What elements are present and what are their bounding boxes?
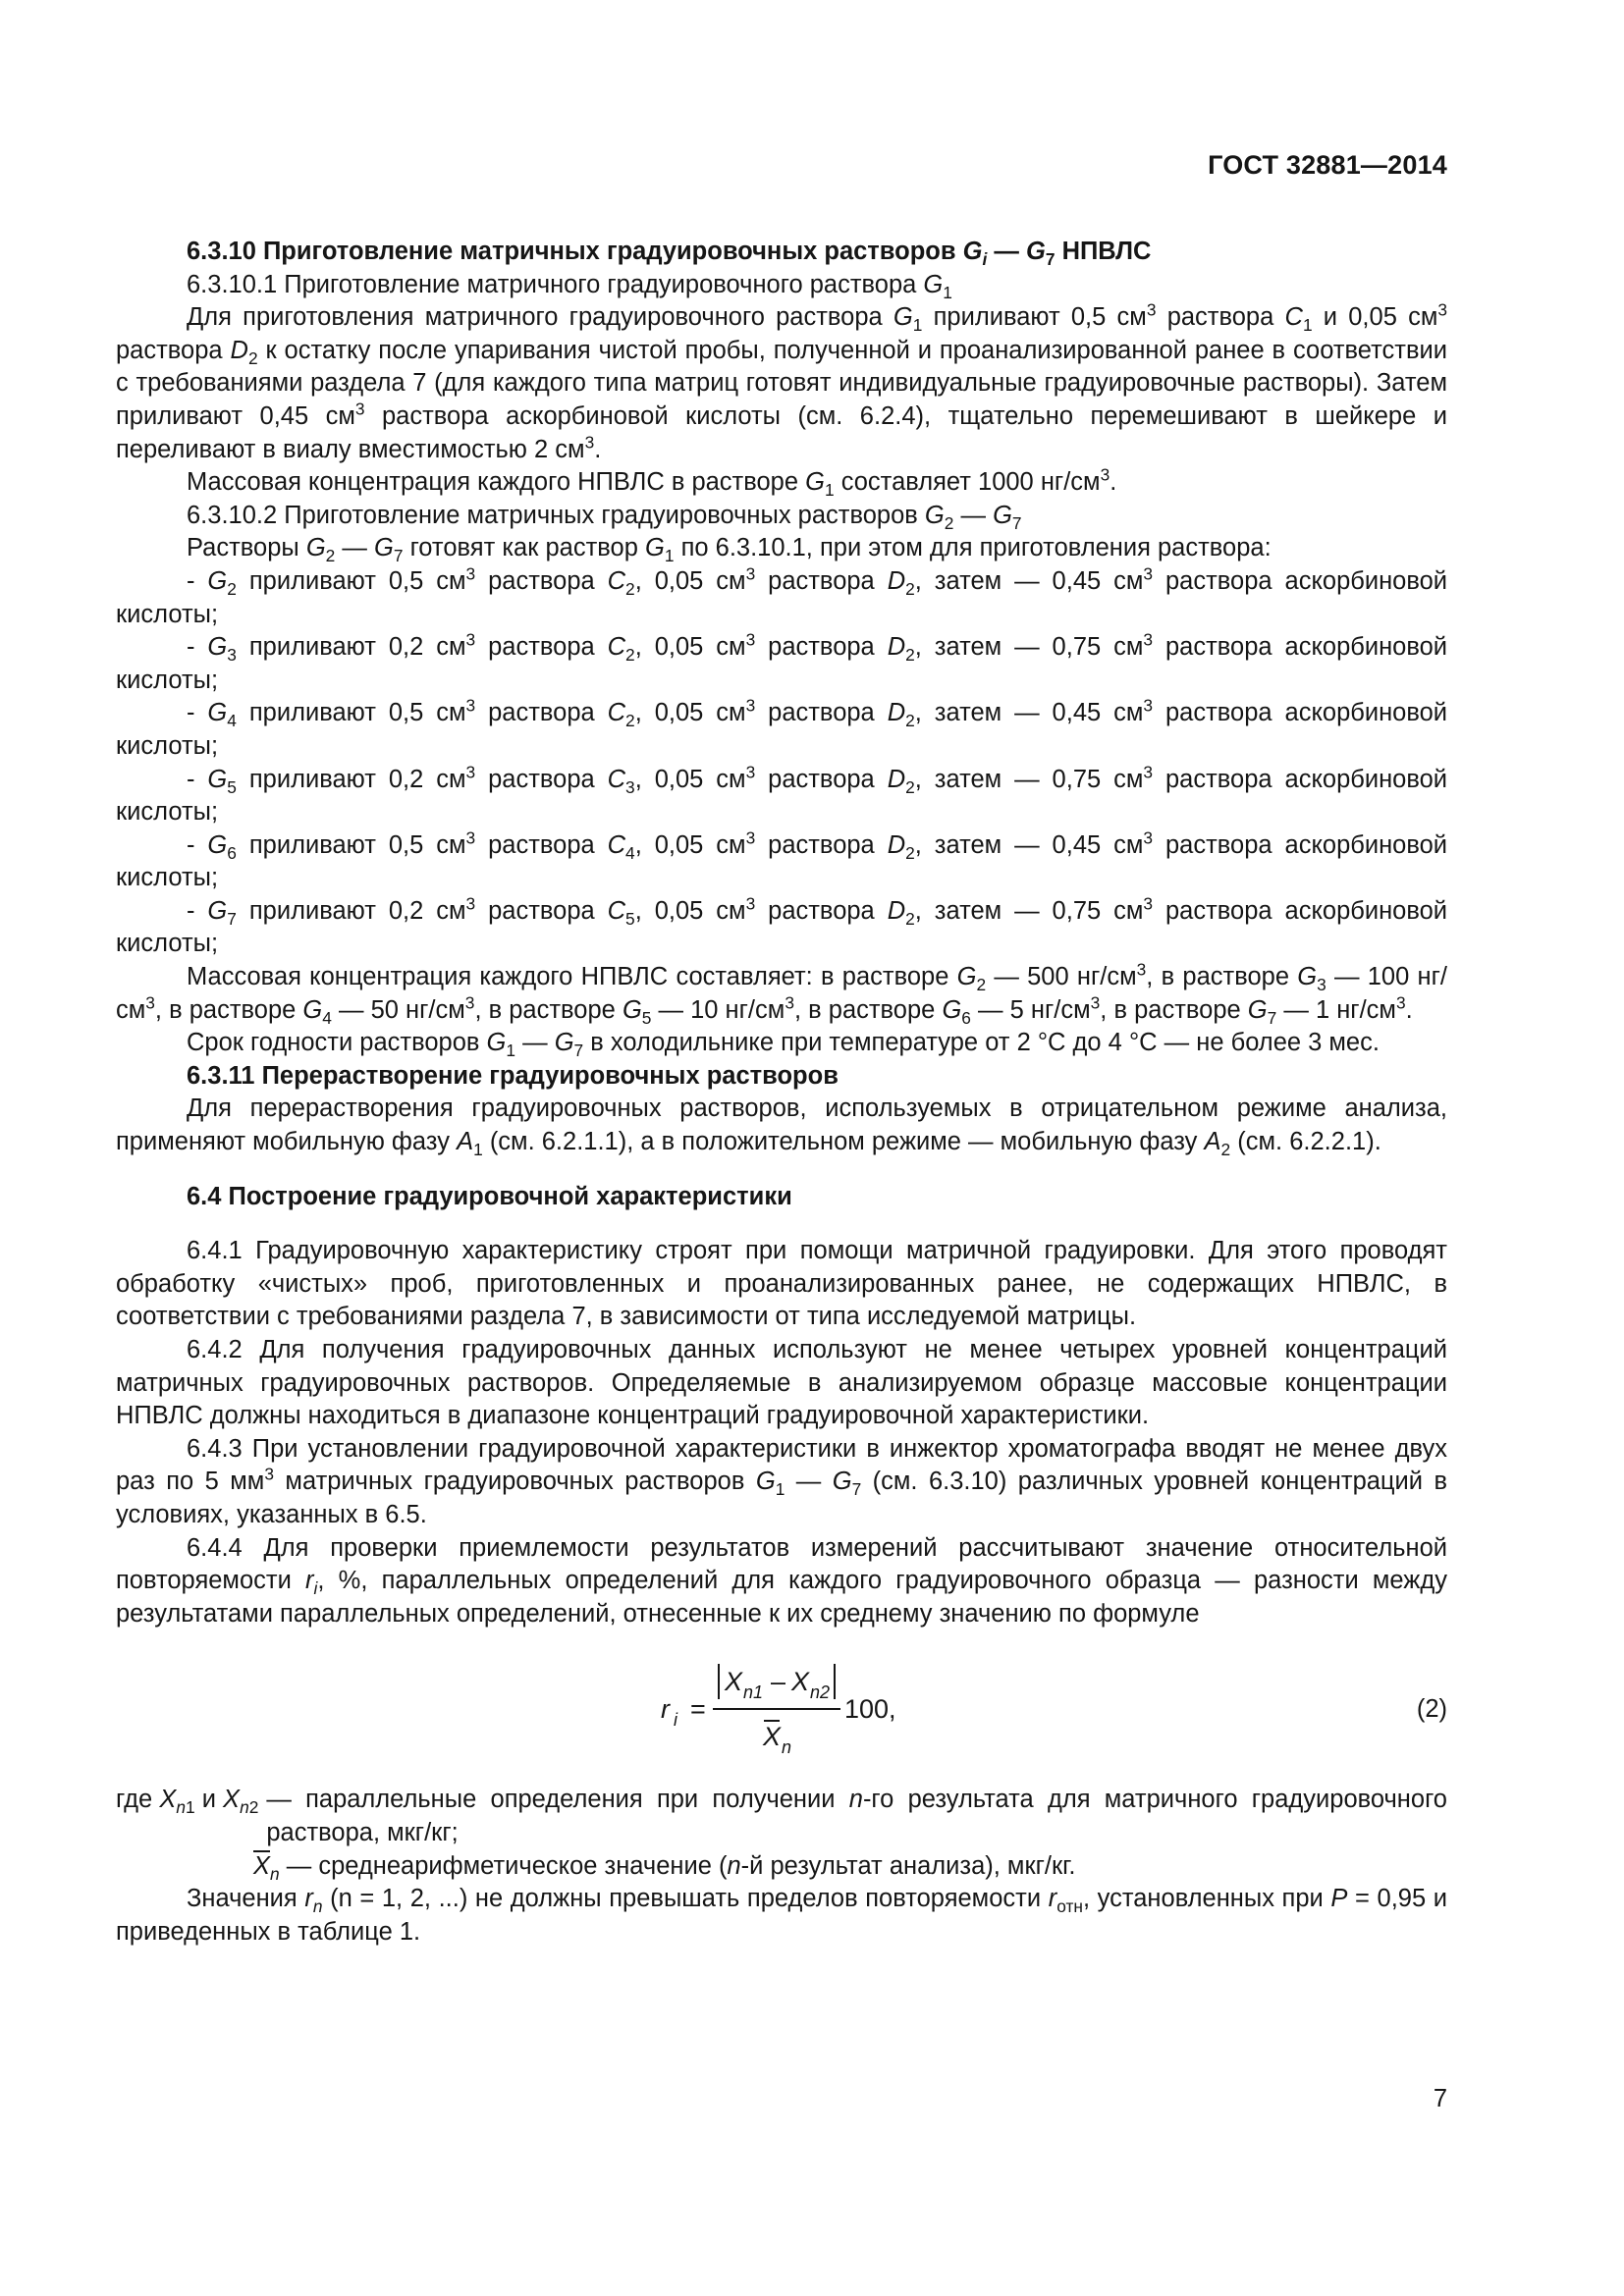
paragraph-6-4-1: 6.4.1 Градуировочную характеристику строят при помощи матричной градуировки. Для этого проводят обработку «чистых» проб, приготовленных и проанализированных ранее, не содержащих НПВЛС, в соответствии с требованиями раздела 7, в зависимости от типа исследуемой матрицы. — [116, 1237, 1447, 1331]
document-header: ГОСТ 32881—2014 — [1208, 150, 1447, 180]
solution-item: - $G_3$ приливают 0,2 $см^3$ раствора $C_2$, 0,05 $см^3$ раствора $D_2$, затем — 0,75 $см^3$ раствора аскорбиновой кислоты; — [116, 629, 1448, 694]
section-6-3-10-2-title: 6.3.10.2 Приготовление матричных градуировочных растворов $G_2$ — $G_7$ — [187, 501, 1022, 533]
solution-item: - $G_5$ приливают 0,2 $см^3$ раствора $C_3$, 0,05 $см^3$ раствора $D_2$, затем — 0,75 $см^3$ раствора аскорбиновой кислоты; — [116, 761, 1448, 827]
formula-minus: – — [771, 1667, 786, 1697]
formula-den-sub: n — [782, 1737, 792, 1758]
formula-den-x: X — [763, 1722, 782, 1752]
paragraph-shelf-life: Срок годности растворов $G_1$ — $G_7$ в холодильнике при температуре от 2 °С до 4 °С — не более 3 мес. — [187, 1029, 1380, 1061]
section-6-4-title: 6.4 Построение градуировочной характеристики — [187, 1182, 792, 1210]
solution-item: - $G_6$ приливают 0,5 $см^3$ раствора $C_4$, 0,05 $см^3$ раствора $D_2$, затем — 0,45 $см^3$ раствора аскорбиновой кислоты; — [116, 828, 1448, 892]
paragraph-repeatability-limits: Значения $r_n$ (n = 1, 2, ...) не должны превышать пределов повторяемости $r_{отн}$, установленных при P = 0,95 и приведенных в таблице 1. — [116, 1885, 1447, 1946]
formula-num-x2: X — [791, 1667, 810, 1697]
formula-equals: = — [690, 1694, 706, 1725]
solution-item: - $G_4$ приливают 0,5 $см^3$ раствора $C_2$, 0,05 $см^3$ раствора $D_2$, затем — 0,45 $см^3$ раствора аскорбиновой кислоты; — [116, 695, 1448, 760]
formula-lhs-sub: i — [674, 1710, 677, 1731]
section-6-3-10-1-title: 6.3.10.1 Приготовление матричного градуировочного раствора $G_1$ — [187, 270, 952, 302]
paragraph-redissolution: Для перерастворения градуировочных растворов, используемых в отрицательном режиме анализа, применяют мобильную фазу $A_1$ (см. 6.2.1.1), а в положительном режиме — мобильную фазу $A_2$ (см. 6.2.2.1). — [116, 1095, 1447, 1160]
paragraph-6-4-2: 6.4.2 Для получения градуировочных данных используют не менее четырех уровней концентраций матричных градуировочных растворов. Определяемые в анализируемом образце массовые концентрации НПВЛС должны находиться в диапазоне концентраций градуировочной характеристики. — [116, 1336, 1447, 1430]
formula-num-x2-sub: n2 — [810, 1682, 831, 1703]
formula-num-x1: X — [725, 1667, 743, 1697]
formula-2 — [116, 1660, 1447, 1762]
formula-relative-repeatability — [116, 1660, 1447, 1762]
paragraph-concentrations: Массовая концентрация каждого НПВЛС составляет: в растворе $G_2$ — 500 $нг/см^3$, в растворе $G_3$ — 100 $нг/см^3$, в растворе $G_4$ — 50 $нг/см^3$, в растворе $G_5$ — 10 $нг/см^3$, в растворе $G_6$ — 5 $нг/см^3$, в растворе $G_7$ — 1 $нг/см^3$. — [116, 959, 1447, 1028]
section-6-3-10-title: 6.3.10 Приготовление матричных градуировочных растворов $G_i$ — $G_7$ НПВЛС — [187, 238, 1152, 270]
section-6-3-11-title: 6.3.11 Перерастворение градуировочных растворов — [187, 1061, 839, 1090]
paragraph-g1-concentration: Массовая концентрация каждого НПВЛС в растворе $G_1$ составляет 1000 $нг/см^3$. — [187, 464, 1117, 501]
formula-factor: 100, — [844, 1694, 896, 1725]
paragraph-6-4-3: 6.4.3 При установлении градуировочной характеристики в инжектор хроматографа вводят не менее двух раз по 5 $мм^3$ матричных градуировочных растворов $G_1$ — $G_7$ (см. 6.3.10) различных уровней концентраций в условиях, указанных в 6.5. — [116, 1434, 1448, 1528]
paragraph-g2-g7-intro: Растворы $G_2$ — $G_7$ готовят как раствор $G_1$ по 6.3.10.1, при этом для приготовления раствора: — [187, 534, 1272, 566]
formula-num-x1-sub: n1 — [743, 1682, 764, 1703]
solution-item: - $G_2$ приливают 0,5 $см^3$ раствора $C_2$, 0,05 $см^3$ раствора $D_2$, затем — 0,45 $см^3$ раствора аскорбиновой кислоты; — [116, 563, 1448, 628]
paragraph-g1-preparation: Для приготовления матричного градуировочного раствора $G_1$ приливают 0,5 $см^3$ раствора $C_1$ и 0,05 $см^3$ раствора $D_2$ к остатку после упаривания чистой пробы, полученной и проанализированной ранее в соответствии с требованиями раздела 7 (для каждого типа матриц готовят индивидуальные градуировочные растворы). Затем приливают 0,45 $см^3$ раствора аскорбиновой кислоты (см. 6.2.4), тщательно перемешивают в шейкере и переливают в виалу вместимостью 2 $см^3$. — [116, 299, 1448, 463]
paragraph-6-4-4: 6.4.4 Для проверки приемлемости результатов измерений рассчитывают значение относительной повторяемости $r_i$, %, параллельных определений для каждого градуировочного образца — разности между результатами параллельных определений, отнесенные к их среднему значению по формуле — [116, 1533, 1447, 1628]
formula-lhs: r — [661, 1694, 670, 1725]
page-number: 7 — [1433, 2085, 1447, 2112]
where-definition-2: $\overline{X}_n$ — среднеарифметическое значение (n-й результат анализа), мкг/кг. — [253, 1851, 1076, 1884]
where-definition-1: где $X_{n1}$ и $X_{n2}$ — параллельные определения при получении n-го результата для матричного градуировочного раствора, мкг/кг; — [116, 1786, 1447, 1846]
equation-number: (2) — [1416, 1695, 1447, 1724]
solution-item: - $G_7$ приливают 0,2 $см^3$ раствора $C_5$, 0,05 $см^3$ раствора $D_2$, затем — 0,75 $см^3$ раствора аскорбиновой кислоты; — [116, 893, 1448, 958]
solution-items-list — [116, 565, 1447, 961]
